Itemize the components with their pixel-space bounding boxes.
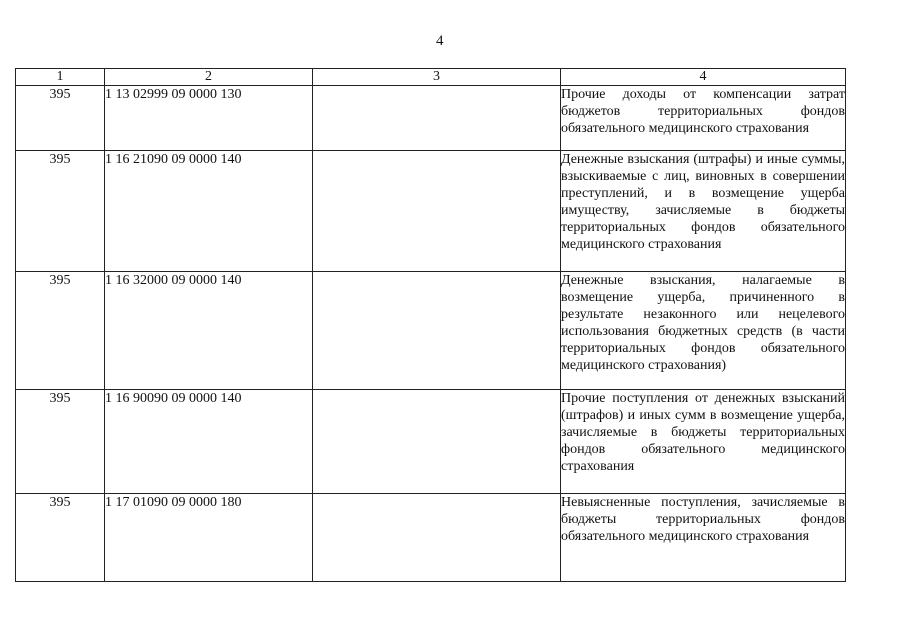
empty-cell: [313, 151, 561, 272]
page-number: 4: [436, 33, 444, 49]
description-cell: Денежные взыскания, налагаемые в возмещение ущерба, причиненного в результате незаконного или нецелевого использования бюджетных средств (в части территориальных фондов обязательного медицинского страхования): [561, 272, 846, 390]
header-col-4: 4: [561, 69, 846, 86]
table-row: [16, 390, 846, 494]
header-col-2: 2: [105, 69, 313, 86]
admin-code-cell: 395: [16, 272, 105, 390]
budget-code-cell: 1 17 01090 09 0000 180: [105, 494, 313, 582]
admin-code-cell: 395: [16, 494, 105, 582]
table-row: [16, 272, 846, 390]
description-cell: Прочие доходы от компенсации затрат бюджетов территориальных фондов обязательного медицинского страхования: [561, 86, 846, 151]
header-col-3: 3: [313, 69, 561, 86]
header-row: [16, 69, 846, 86]
description-cell: Денежные взыскания (штрафы) и иные суммы, взыскиваемые с лиц, виновных в совершении преступлений, и в возмещение ущерба имуществу, зачисляемые в бюджеты территориальных фондов обязательного медицинского страхования: [561, 151, 846, 272]
empty-cell: [313, 272, 561, 390]
empty-cell: [313, 86, 561, 151]
budget-code-cell: 1 13 02999 09 0000 130: [105, 86, 313, 151]
budget-code-cell: 1 16 32000 09 0000 140: [105, 272, 313, 390]
description-cell: Невыясненные поступления, зачисляемые в бюджеты территориальных фондов обязательного медицинского страхования: [561, 494, 846, 582]
description-cell: Прочие поступления от денежных взысканий (штрафов) и иных сумм в возмещение ущерба, зачисляемые в бюджеты территориальных фондов обязательного медицинского страхования: [561, 390, 846, 494]
header-col-1: 1: [16, 69, 105, 86]
budget-code-cell: 1 16 90090 09 0000 140: [105, 390, 313, 494]
table-row: [16, 151, 846, 272]
admin-code-cell: 395: [16, 390, 105, 494]
budget-code-cell: 1 16 21090 09 0000 140: [105, 151, 313, 272]
admin-code-cell: 395: [16, 151, 105, 272]
empty-cell: [313, 494, 561, 582]
income-codes-table: [15, 68, 846, 582]
table-row: [16, 494, 846, 582]
table-row: [16, 86, 846, 151]
empty-cell: [313, 390, 561, 494]
admin-code-cell: 395: [16, 86, 105, 151]
